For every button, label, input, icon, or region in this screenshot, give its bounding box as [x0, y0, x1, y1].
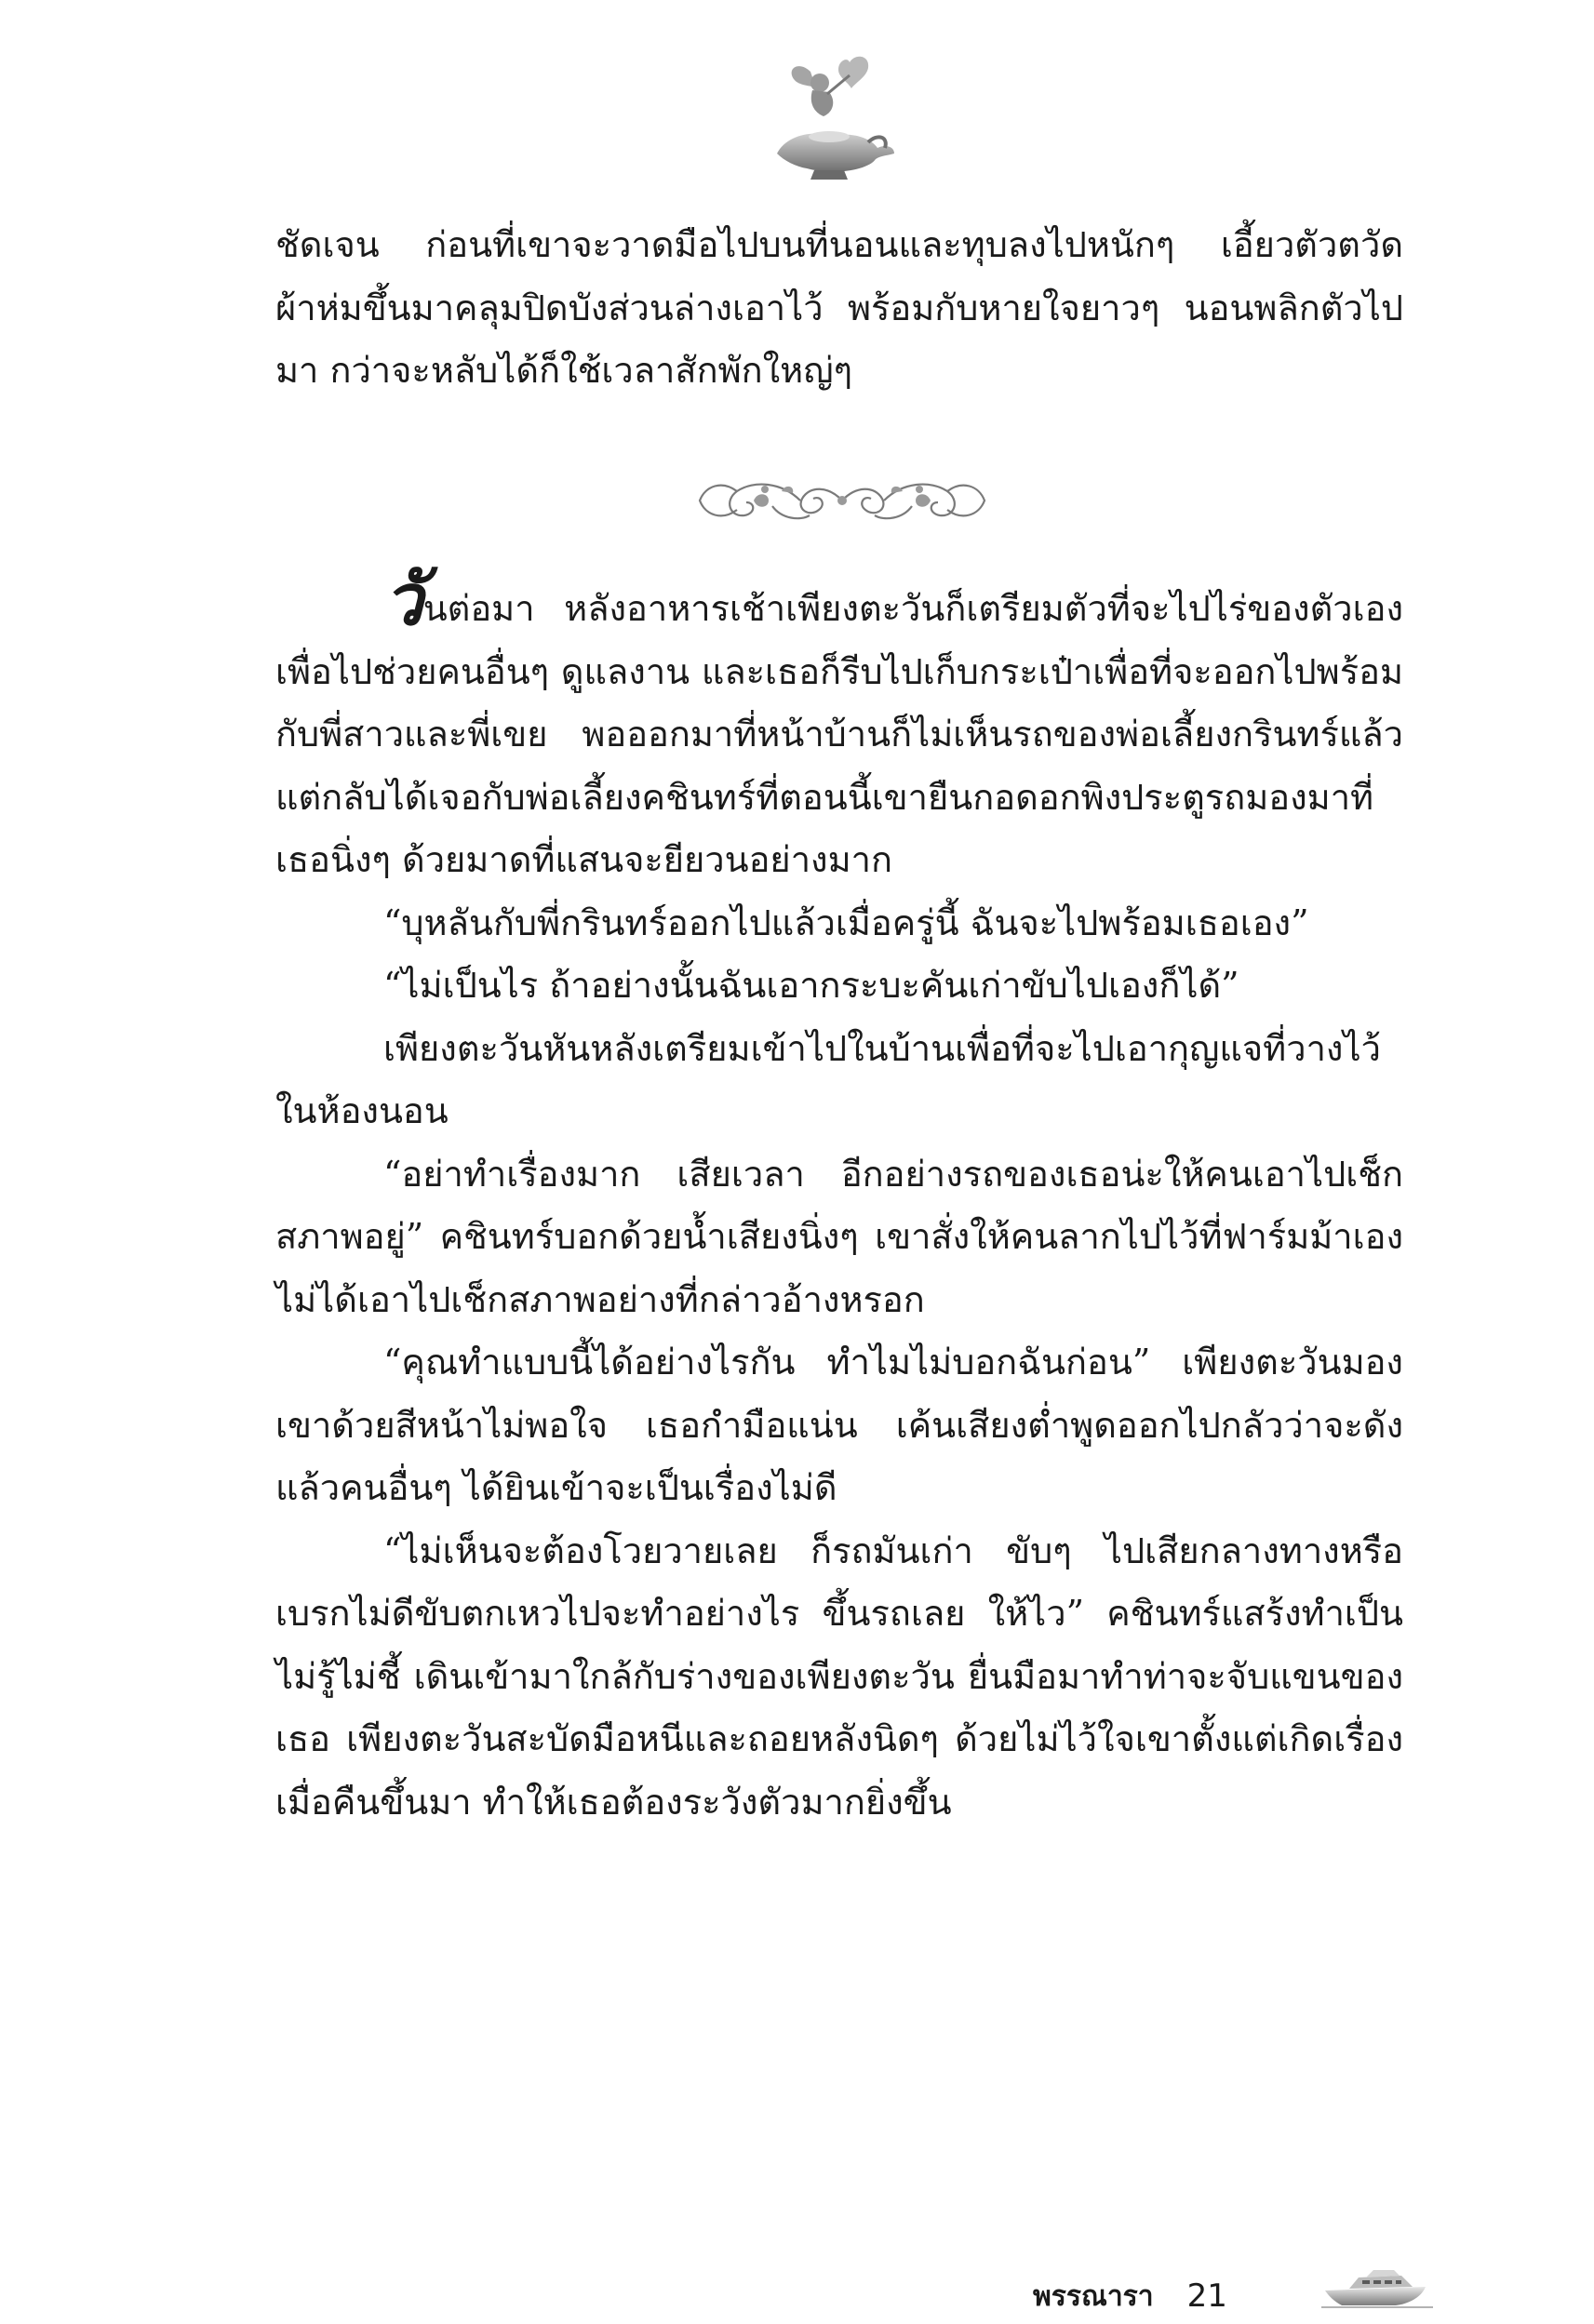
book-title: พรรณารา: [1033, 2279, 1154, 2313]
dropcap: วั: [383, 558, 423, 641]
page-footer: [1033, 2268, 1227, 2324]
paragraph: “บุหลันกับพี่กรินทร์ออกไปแล้วเมื่อครู่นี้ ฉันจะไปพร้อมเธอเอง”: [383, 902, 1309, 943]
text-paragraph: [275, 214, 1403, 403]
floral-divider-icon: [689, 463, 996, 538]
opening-paragraph: [275, 558, 1403, 892]
chapter-section: [275, 558, 1403, 1834]
yacht-icon: [1321, 2263, 1433, 2309]
paragraph: “ไม่เป็นไร ถ้าอย่างนั้นฉันเอากระบะคันเก่าขับไปเองก็ได้”: [383, 965, 1239, 1006]
cupid-lamp-ornament-icon: [758, 51, 898, 186]
paragraph-continued: ชัดเจน ก่อนที่เขาจะวาดมือไปบนที่นอนและทุบลงไปหนักๆ เอี้ยวตัวตวัดผ้าห่มขึ้นมาคลุมปิดบังส่วนล่างเอาไว้ พร้อมกับหายใจยาวๆ นอนพลิกตัวไปมา กว่าจะหลับได้ก็ใช้เวลาสักพักใหญ่ๆ: [275, 224, 1403, 391]
opening-paragraph-text: นต่อมา หลังอาหารเช้าเพียงตะวันก็เตรียมตัวที่จะไปไร่ของตัวเองเพื่อไปช่วยคนอื่นๆ ดูแลงาน และเธอก็รีบไปเก็บกระเป๋าเพื่อที่จะออกไปพร้อมกับพี่สาวและพี่เขย พอออกมาที่หน้าบ้านก็ไม่เห็นรถของพ่อเลี้ยงกรินทร์แล้ว แต่กลับได้เจอกับพ่อเลี้ยงคชินทร์ที่ตอนนี้เขายืนกอดอกพิงประตูรถมองมาที่เธอนิ่งๆ ด้วยมาดที่แสนจะยียวนอย่างมาก: [275, 588, 1403, 880]
paragraph: “คุณทำแบบนี้ได้อย่างไรกัน ทำไมไม่บอกฉันก่อน” เพียงตะวันมองเขาด้วยสีหน้าไม่พอใจ เธอกำมือแน่น เค้นเสียงต่ำพูดออกไปกลัวว่าจะดังแล้วคนอื่นๆ ได้ยินเข้าจะเป็นเรื่องไม่ดี: [275, 1342, 1403, 1508]
paragraph: เพียงตะวันหันหลังเตรียมเข้าไปในบ้านเพื่อที่จะไปเอากุญแจที่วางไว้ในห้องนอน: [275, 1027, 1381, 1131]
paragraph: “อย่าทำเรื่องมาก เสียเวลา อีกอย่างรถของเธอน่ะให้คนเอาไปเช็กสภาพอยู่” คชินทร์บอกด้วยน้ำเสียงนิ่งๆ เขาสั่งให้คนลากไปไว้ที่ฟาร์มม้าเอง ไม่ได้เอาไปเช็กสภาพอย่างที่กล่าวอ้างหรอก: [275, 1153, 1403, 1320]
paragraph: “ไม่เห็นจะต้องโวยวายเลย ก็รถมันเก่า ขับๆ ไปเสียกลางทางหรือเบรกไม่ดีขับตกเหวไปจะทำอย่างไร ขึ้นรถเลย ให้ไว” คชินทร์แสร้งทำเป็นไม่รู้ไม่ชี้ เดินเข้ามาใกล้กับร่างของเพียงตะวัน ยื่นมือมาทำท่าจะจับแขนของเธอ เพียงตะวันสะบัดมือหนีและถอยหลังนิดๆ ด้วยไม่ไว้ใจเขาตั้งแต่เกิดเรื่องเมื่อคืนขึ้นมา ทำให้เธอต้องระวังตัวมากยิ่งขึ้น: [275, 1529, 1403, 1823]
page-number: 21: [1186, 2277, 1227, 2315]
